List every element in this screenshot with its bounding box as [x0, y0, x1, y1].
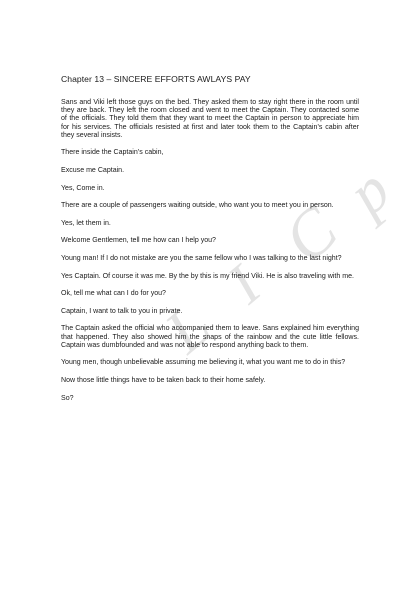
- paragraph: Welcome Gentlemen, tell me how can I help you?: [61, 237, 216, 245]
- paragraph: Yes, Come in.: [61, 184, 105, 192]
- paragraph: Young man! If I do not mistake are you the same fellow who I was talking to the last night?: [61, 254, 342, 262]
- watermark-letter: I: [215, 253, 273, 316]
- paragraph: The Captain asked the official who accompanied them to leave. Sans explained him everything that happened. They also showed him the snaps of the rainbow and the cute little fellows. Captain was dumbfounded and was not able to respond anything back to them.: [61, 325, 359, 349]
- paragraph: Excuse me Captain.: [61, 167, 125, 174]
- watermark-letter: C: [270, 192, 352, 277]
- paragraph: Sans and Viki left those guys on the bed. They asked them to stay right there in the room until they are back. They left the room closed and went to meet the Captain. They contacted some of the officials. They told them that they want to meet the Captain in person to appreciate him for his services. The officials resisted at first and later took them to the Captain’s cabin after they several insists.: [61, 99, 359, 139]
- paragraph: There are a couple of passengers waiting outside, who want you to meet you in person.: [61, 202, 334, 210]
- paragraph: Ok, tell me what can I do for you?: [61, 290, 166, 298]
- paragraph: Captain, I want to talk to you in private.: [61, 307, 183, 315]
- paragraph: Now those little things have to be taken back to their home safely.: [61, 376, 266, 384]
- document-body: [61, 74, 359, 412]
- paragraph: Young men, though unbelievable assuming me believing it, what you want me to do in this?: [61, 359, 346, 367]
- watermark-letter: p: [335, 155, 403, 228]
- paragraph: There inside the Captain’s cabin,: [61, 149, 164, 157]
- paragraph: Yes, let them in.: [61, 219, 111, 227]
- watermark-letter: L: [153, 291, 224, 367]
- chapter-title: Chapter 13 – SINCERE EFFORTS AWLAYS PAY: [61, 74, 251, 84]
- paragraph: Yes Captain. Of course it was me. By the by this is my friend Viki. He is also traveling with me.: [61, 272, 354, 280]
- paragraph: So?: [61, 394, 74, 402]
